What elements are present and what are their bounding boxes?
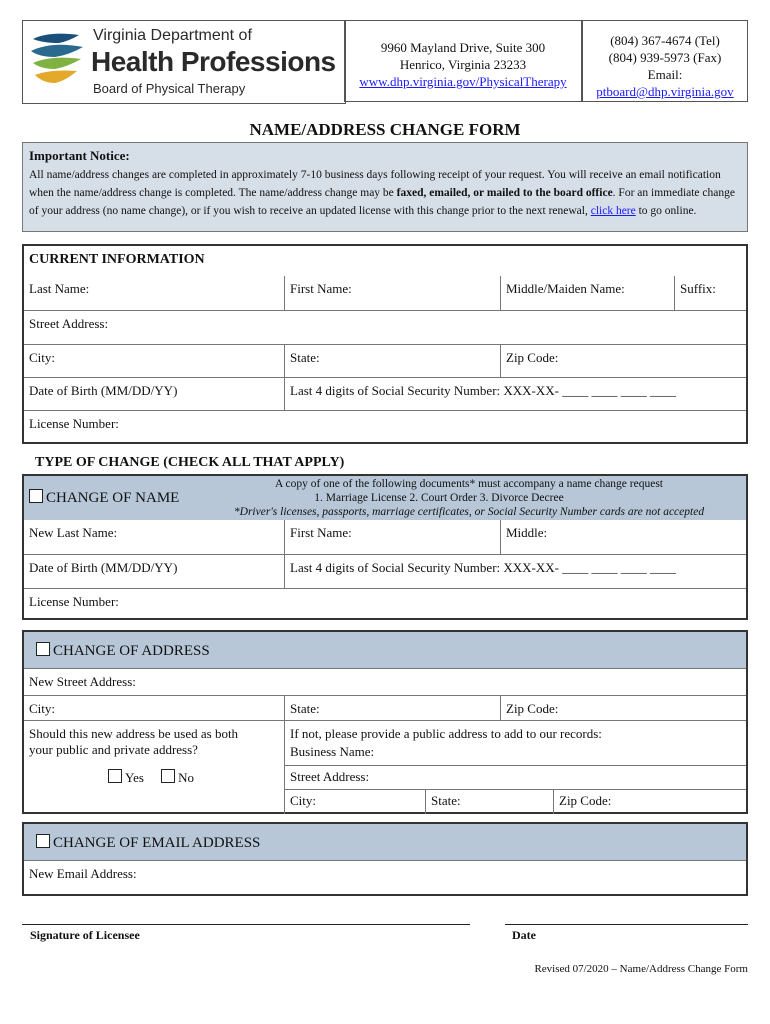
notice-heading: Important Notice: (29, 148, 130, 163)
date-line[interactable] (505, 924, 748, 925)
change-of-email-option[interactable] (24, 824, 746, 860)
change-of-email-section (22, 822, 748, 896)
notice-text-1: All name/address changes are completed in approximately 7-10 business days following receipt of your request. You will receive an email notification when the name/address change is completed. The name/address change may be (29, 169, 721, 199)
current-city-field[interactable]: City: (29, 350, 56, 365)
yes-label: Yes (125, 770, 144, 785)
current-dob-field[interactable]: Date of Birth (MM/DD/YY) (29, 383, 178, 398)
public-private-question (24, 721, 284, 813)
signature-label: Signature of Licensee (30, 928, 140, 942)
new-zip-field[interactable]: Zip Code: (500, 696, 746, 721)
change-of-name-section (22, 474, 748, 620)
logo-line-3: Board of Physical Therapy (93, 81, 246, 96)
current-ssn-field[interactable]: Last 4 digits of Social Security Number: XXX-XX- ____ ____ ____ ____ (284, 378, 746, 411)
notice-bold: faxed, emailed, or mailed to the board office (396, 187, 613, 199)
no-checkbox[interactable] (161, 769, 175, 783)
click-here-link[interactable]: click here (590, 205, 636, 217)
current-state-field[interactable]: State: (284, 345, 500, 378)
tel: (804) 367-4674 (Tel) (610, 33, 720, 48)
current-middle-maiden-field[interactable]: Middle/Maiden Name: (500, 276, 674, 310)
notice-text-3: to go online. (635, 205, 697, 217)
current-license-field[interactable]: License Number: (29, 416, 119, 431)
logo-line-1: Virginia Department of (93, 27, 252, 44)
current-last-name-field[interactable]: Last Name: (29, 281, 90, 296)
public-address-note: If not, please provide a public address to add to our records: (290, 726, 602, 741)
website-link[interactable]: www.dhp.virginia.gov/PhysicalTherapy (359, 74, 567, 89)
type-of-change-heading: TYPE OF CHANGE (CHECK ALL THAT APPLY) (35, 455, 345, 470)
name-ssn-field[interactable]: Last 4 digits of Social Security Number: XXX-XX- ____ ____ ____ ____ (284, 555, 746, 589)
current-first-name-field[interactable]: First Name: (284, 276, 500, 310)
change-of-name-checkbox[interactable] (29, 489, 43, 503)
new-first-name-field[interactable]: First Name: (284, 520, 500, 554)
address-line-2: Henrico, Virginia 23233 (399, 57, 527, 72)
board-contact (582, 20, 748, 102)
docs-footnote: *Driver's licenses, passports, marriage certificates, or Social Security Number cards are not accepted (233, 506, 705, 518)
name-docs-note (196, 477, 742, 519)
new-last-name-field[interactable]: New Last Name: (29, 525, 118, 540)
important-notice (22, 142, 748, 232)
logo-line-2: Health Professions (91, 46, 336, 77)
change-of-email-checkbox[interactable] (36, 834, 50, 848)
notice-text-2: . For an immediate change of your address (no name change), or if you wish to receive an updated license with this change prior to the next renewal, (29, 187, 735, 217)
new-street-field[interactable]: New Street Address: (29, 674, 136, 689)
change-of-name-label: CHANGE OF NAME (46, 490, 180, 506)
current-zip-field[interactable]: Zip Code: (500, 345, 746, 378)
fax: (804) 939-5973 (Fax) (608, 50, 722, 65)
public-street-field[interactable]: Street Address: (290, 769, 370, 784)
name-license-field[interactable]: License Number: (29, 594, 119, 609)
change-of-address-checkbox[interactable] (36, 642, 50, 656)
email-label: Email: (647, 67, 683, 82)
change-of-address-option[interactable] (24, 632, 746, 668)
form-title: NAME/ADDRESS CHANGE FORM (249, 120, 521, 139)
business-name-field[interactable]: Business Name: (290, 744, 375, 759)
new-email-field[interactable]: New Email Address: (29, 866, 137, 881)
change-of-address-label: CHANGE OF ADDRESS (53, 643, 210, 659)
new-middle-field[interactable]: Middle: (500, 520, 746, 554)
current-street-field[interactable]: Street Address: (29, 316, 109, 331)
date-label: Date (512, 928, 536, 942)
current-information-section (22, 244, 748, 444)
email-link[interactable]: ptboard@dhp.virginia.gov (596, 84, 734, 99)
revision-footer: Revised 07/2020 – Name/Address Change Form (534, 963, 748, 975)
public-private-question-text: Should this new address be used as both your public and private address? (29, 726, 239, 757)
docs-list: 1. Marriage License 2. Court Order 3. Divorce Decree (314, 492, 564, 504)
dhp-logo-icon (29, 29, 87, 91)
name-dob-field[interactable]: Date of Birth (MM/DD/YY) (29, 560, 178, 575)
docs-note-line: A copy of one of the following documents* must accompany a name change request (274, 478, 663, 490)
agency-logo-box (22, 20, 346, 104)
signature-line[interactable] (22, 924, 470, 925)
address-line-1: 9960 Mayland Drive, Suite 300 (380, 40, 546, 55)
new-city-field[interactable]: City: (29, 701, 56, 716)
change-of-email-label: CHANGE OF EMAIL ADDRESS (53, 835, 261, 851)
current-info-heading: CURRENT INFORMATION (29, 252, 205, 267)
board-address (344, 20, 582, 102)
public-zip-field[interactable]: Zip Code: (553, 790, 746, 814)
public-state-field[interactable]: State: (425, 790, 553, 814)
public-city-field[interactable]: City: (290, 793, 317, 808)
yes-checkbox[interactable] (108, 769, 122, 783)
no-label: No (178, 770, 195, 785)
new-state-field[interactable]: State: (284, 696, 500, 721)
current-suffix-field[interactable]: Suffix: (674, 276, 746, 310)
change-of-address-section (22, 630, 748, 814)
